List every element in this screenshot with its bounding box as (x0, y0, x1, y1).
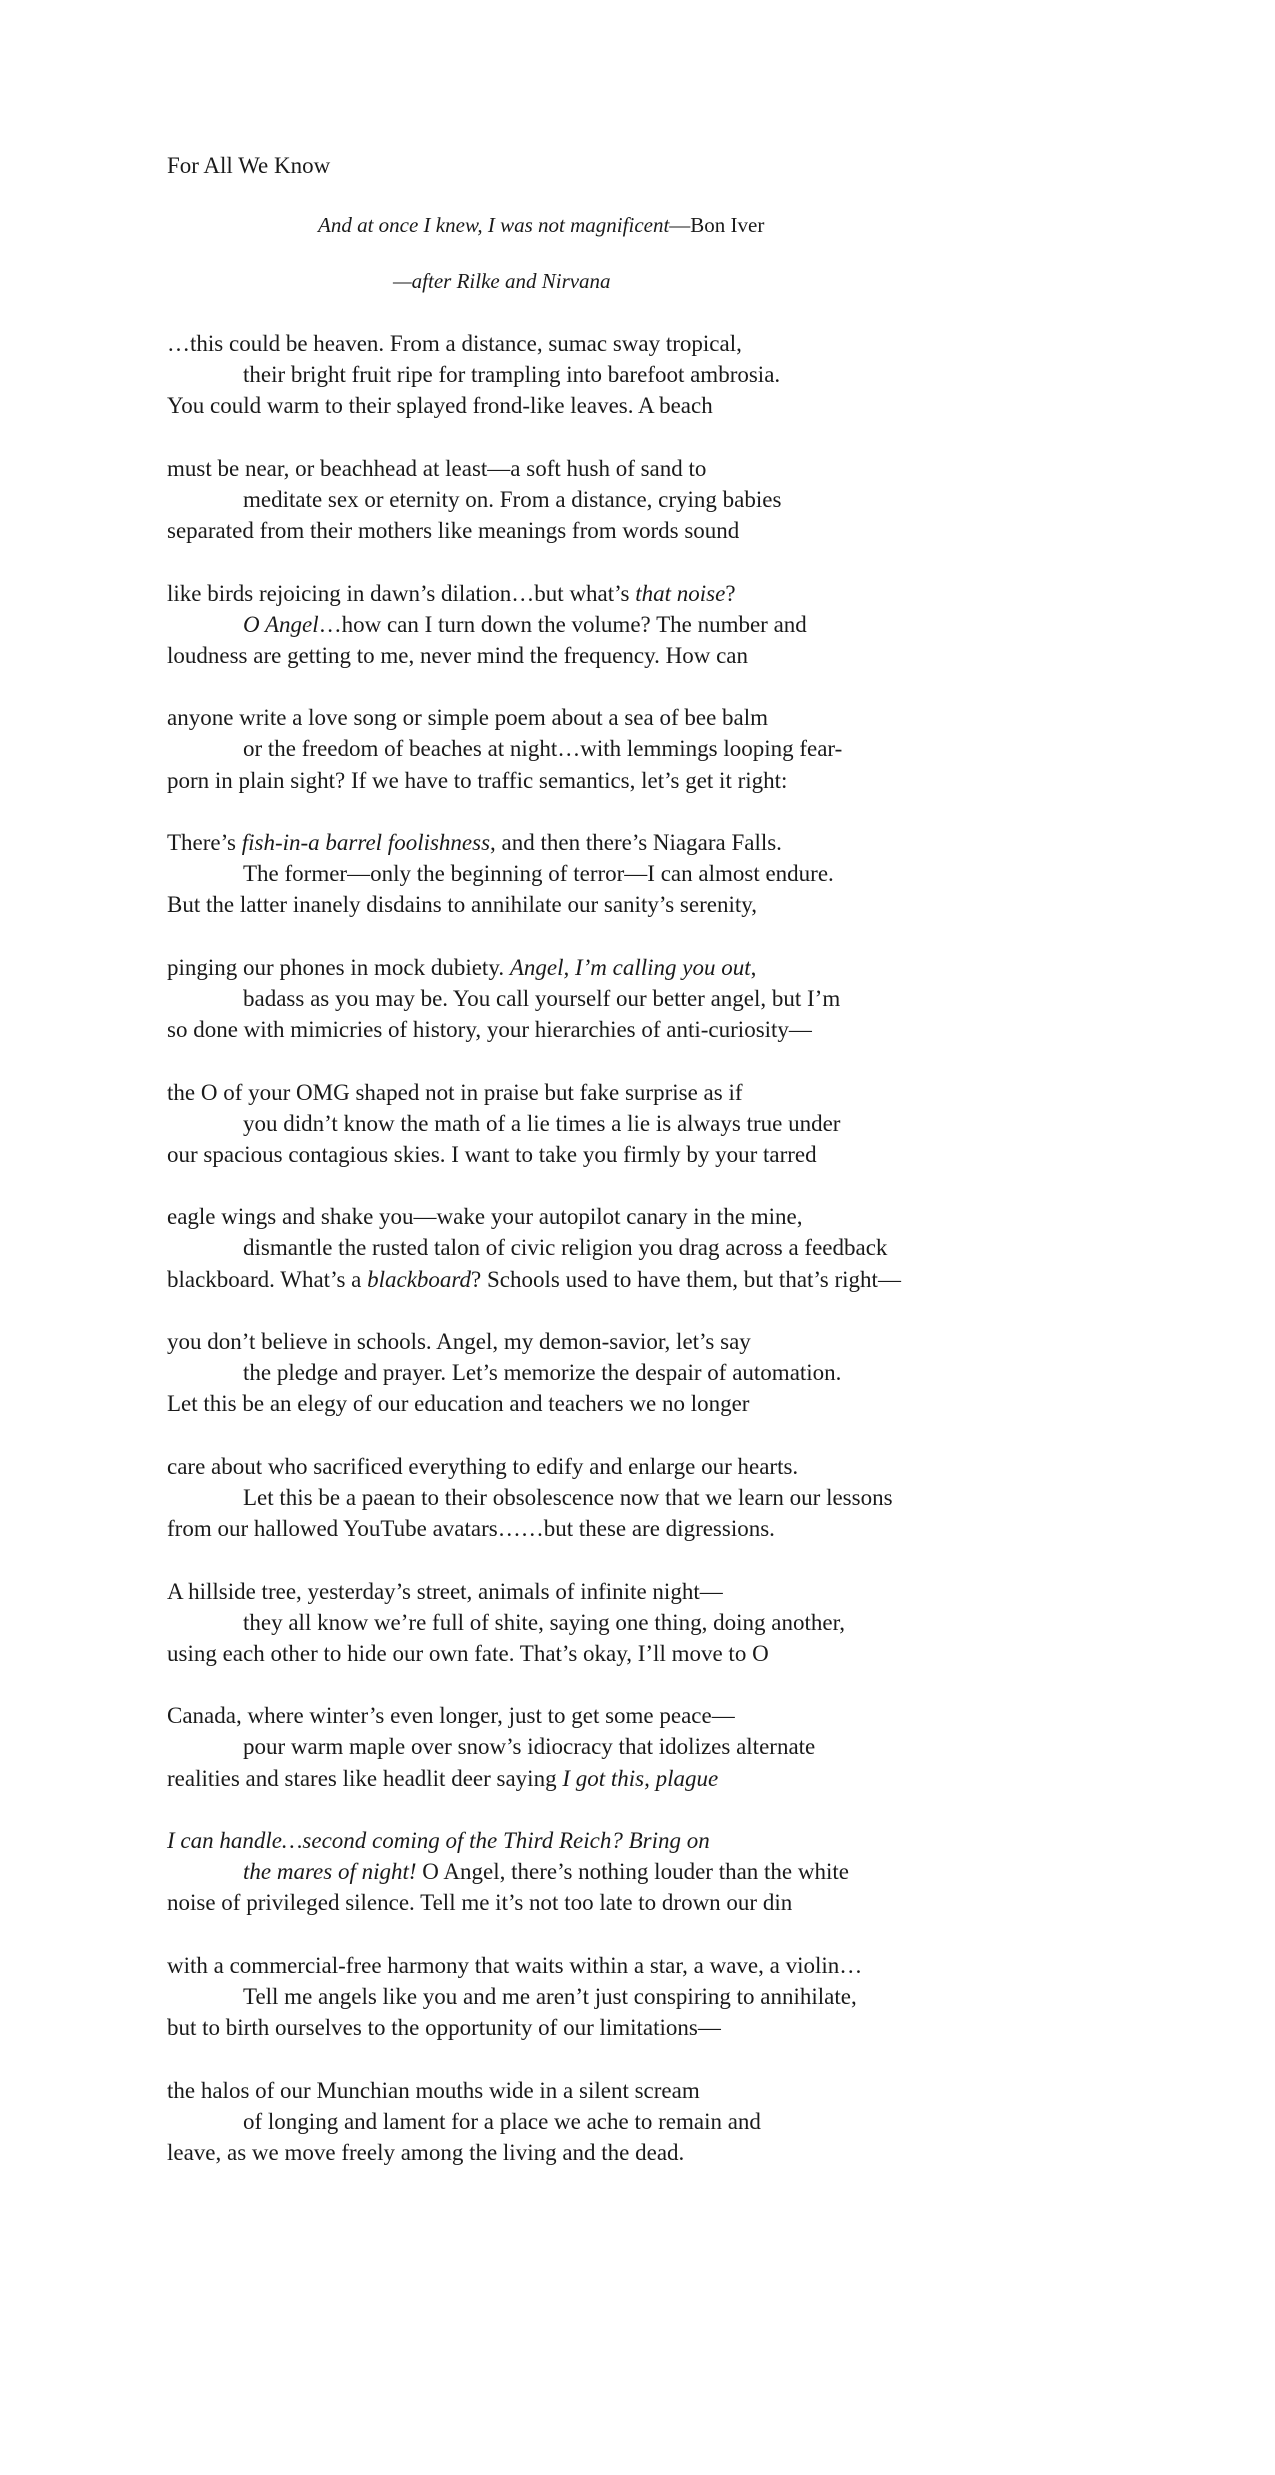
poem-line (167, 1731, 901, 1762)
line-text: But the latter inanely disdains to annihilate our sanity’s serenity, (167, 892, 757, 918)
line-text: or the freedom of beaches at night…with lemmings looping fear- (243, 736, 843, 762)
line-text: You could warm to their splayed frond-like leaves. A beach (167, 393, 713, 419)
line-text: Let this be an elegy of our education and teachers we no longer (167, 1391, 750, 1417)
poem-line (167, 359, 901, 390)
poem-line (167, 2137, 901, 2168)
poem-line (167, 1232, 901, 1263)
poem-line (167, 2075, 901, 2106)
line-text: …this could be heaven. From a distance, sumac sway tropical, (167, 331, 742, 356)
line-text: There’s (167, 830, 242, 855)
poem-line (167, 733, 901, 764)
poem-line (167, 1014, 901, 1045)
line-text: pinging our phones in mock dubiety. (167, 954, 510, 980)
line-text: leave, as we move freely among the living and the dead. (167, 2139, 685, 2165)
line-text: Let this be a paean to their obsolescence now that we learn our lessons (243, 1484, 893, 1510)
poem-line (167, 952, 901, 983)
line-text: realities and stares like headlit deer saying (167, 1765, 563, 1791)
poem-line (167, 1763, 901, 1794)
italic-text: Angel, I’m calling you out (509, 954, 751, 980)
epigraph-attribution: —Bon Iver (669, 213, 765, 237)
poem-line (167, 1264, 901, 1295)
line-text: their bright fruit ripe for trampling into barefoot ambrosia. (243, 362, 781, 388)
line-text: eagle wings and shake you—wake your autopilot canary in the mine, (167, 1204, 803, 1230)
line-text: the halos of our Munchian mouths wide in a silent scream (167, 2077, 700, 2103)
line-text: separated from their mothers like meanings from words sound (167, 518, 740, 544)
italic-text: fish-in-a barrel foolishness (241, 830, 491, 855)
poem-line (167, 453, 901, 484)
italic-text: the mares of night! (243, 1859, 417, 1885)
poem-line (167, 1513, 901, 1544)
stanza (167, 1201, 901, 1295)
poem-line (167, 702, 901, 733)
poem-line (167, 578, 901, 609)
poem-line (167, 1451, 901, 1482)
poem-line (167, 1482, 901, 1513)
line-text: anyone write a love song or simple poem about a sea of bee balm (167, 705, 769, 731)
poem-line (167, 983, 901, 1014)
line-text: meditate sex or eternity on. From a distance, crying babies (243, 486, 782, 512)
line-text: , and then there’s Niagara Falls. (490, 830, 782, 855)
poem-line (167, 1638, 901, 1669)
line-text: you don’t believe in schools. Angel, my demon-savior, let’s say (167, 1329, 751, 1354)
poem-line (167, 1950, 901, 1981)
epigraph-quote: And at once I knew, I was not magnificent (318, 213, 670, 237)
stanza (167, 1077, 901, 1171)
poem-line (167, 390, 901, 421)
stanza (167, 827, 901, 921)
dedication (393, 267, 611, 295)
stanza (167, 1576, 901, 1670)
line-text: Canada, where winter’s even longer, just to get some peace— (167, 1703, 735, 1729)
poem-line (167, 328, 901, 359)
poem-line (167, 1357, 901, 1388)
poem-line (167, 1887, 901, 1918)
italic-text: I got this, plague (562, 1765, 719, 1791)
line-text: you didn’t know the math of a lie times a lie is always true under (243, 1110, 841, 1136)
poem-line (167, 1576, 901, 1607)
line-text: O Angel, there’s nothing louder than the white (416, 1859, 849, 1885)
line-text: Tell me angels like you and me aren’t just conspiring to annihilate, (243, 1983, 857, 2009)
poem-line (167, 640, 901, 671)
stanza (167, 1326, 901, 1420)
poem-line (167, 827, 901, 858)
poem-line (167, 1388, 901, 1419)
stanza (167, 2075, 901, 2169)
line-text: ? Schools used to have them, but that’s right— (471, 1266, 901, 1292)
line-text: porn in plain sight? If we have to traffic semantics, let’s get it right: (167, 767, 788, 793)
stanza (167, 453, 901, 547)
poem-line (167, 1981, 901, 2012)
line-text: noise of privileged silence. Tell me it’s not too late to drown our din (167, 1890, 793, 1916)
poem-line (167, 1077, 901, 1108)
italic-text: blackboard (367, 1266, 472, 1292)
line-text: with a commercial-free harmony that waits within a star, a wave, a violin… (167, 1952, 863, 1978)
poem-line (167, 889, 901, 920)
poem-line (167, 1108, 901, 1139)
line-text: The former—only the beginning of terror—I can almost endure. (243, 861, 834, 887)
line-text: the O of your OMG shaped not in praise but fake surprise as if (167, 1079, 743, 1105)
line-text: pour warm maple over snow’s idiocracy that idolizes alternate (243, 1734, 816, 1760)
line-text: must be near, or beachhead at least—a soft hush of sand to (167, 455, 707, 481)
italic-text: I can handle…second coming of the Third Reich? Bring on (167, 1828, 710, 1853)
poem-line (167, 2012, 901, 2043)
line-text: , (750, 954, 757, 980)
stanza (167, 1825, 901, 1919)
line-text: blackboard. What’s a (167, 1266, 368, 1292)
line-text: our spacious contagious skies. I want to take you firmly by your tarred (167, 1141, 817, 1167)
dedication-text: —after Rilke and Nirvana (393, 269, 611, 293)
line-text: care about who sacrificed everything to edify and enlarge our hearts. (167, 1453, 799, 1479)
poem-line (167, 1607, 901, 1638)
line-text: like birds rejoicing in dawn’s dilation…but what’s (167, 580, 636, 606)
poem-line (167, 515, 901, 546)
italic-text: that noise (635, 580, 726, 606)
italic-text: O Angel (243, 611, 319, 637)
poem-line (167, 2106, 901, 2137)
poem-line (167, 765, 901, 796)
poem-line (167, 858, 901, 889)
poem-line (167, 1856, 901, 1887)
stanza (167, 702, 901, 796)
stanza (167, 1451, 901, 1545)
line-text: of longing and lament for a place we ache to remain and (243, 2108, 761, 2134)
stanza (167, 1950, 901, 2044)
poem-line (167, 609, 901, 640)
poem-line (167, 1700, 901, 1731)
line-text: but to birth ourselves to the opportunity of our limitations— (167, 2015, 721, 2041)
poem-line (167, 1201, 901, 1232)
line-text: ? (725, 580, 736, 606)
poem-body (167, 328, 901, 2199)
line-text: dismantle the rusted talon of civic religion you drag across a feedback (243, 1235, 888, 1261)
line-text: the pledge and prayer. Let’s memorize the despair of automation. (243, 1360, 842, 1386)
poem-line (167, 1326, 901, 1357)
line-text: they all know we’re full of shite, saying one thing, doing another, (243, 1609, 846, 1635)
poem-line (167, 1825, 901, 1856)
poem-line (167, 484, 901, 515)
line-text: from our hallowed YouTube avatars……but these are digressions. (167, 1516, 775, 1542)
line-text: so done with mimicries of history, your hierarchies of anti-curiosity— (167, 1017, 812, 1043)
line-text: loudness are getting to me, never mind the frequency. How can (167, 642, 748, 668)
stanza (167, 1700, 901, 1794)
line-text: badass as you may be. You call yourself our better angel, but I’m (243, 985, 841, 1011)
stanza (167, 578, 901, 672)
line-text: using each other to hide our own fate. That’s okay, I’ll move to O (167, 1640, 769, 1666)
epigraph (318, 211, 764, 239)
poem-title: For All We Know (167, 153, 331, 178)
stanza (167, 328, 901, 422)
line-text: A hillside tree, yesterday’s street, animals of infinite night— (167, 1578, 723, 1604)
line-text: …how can I turn down the volume? The number and (318, 611, 807, 637)
poem-line (167, 1139, 901, 1170)
stanza (167, 952, 901, 1046)
